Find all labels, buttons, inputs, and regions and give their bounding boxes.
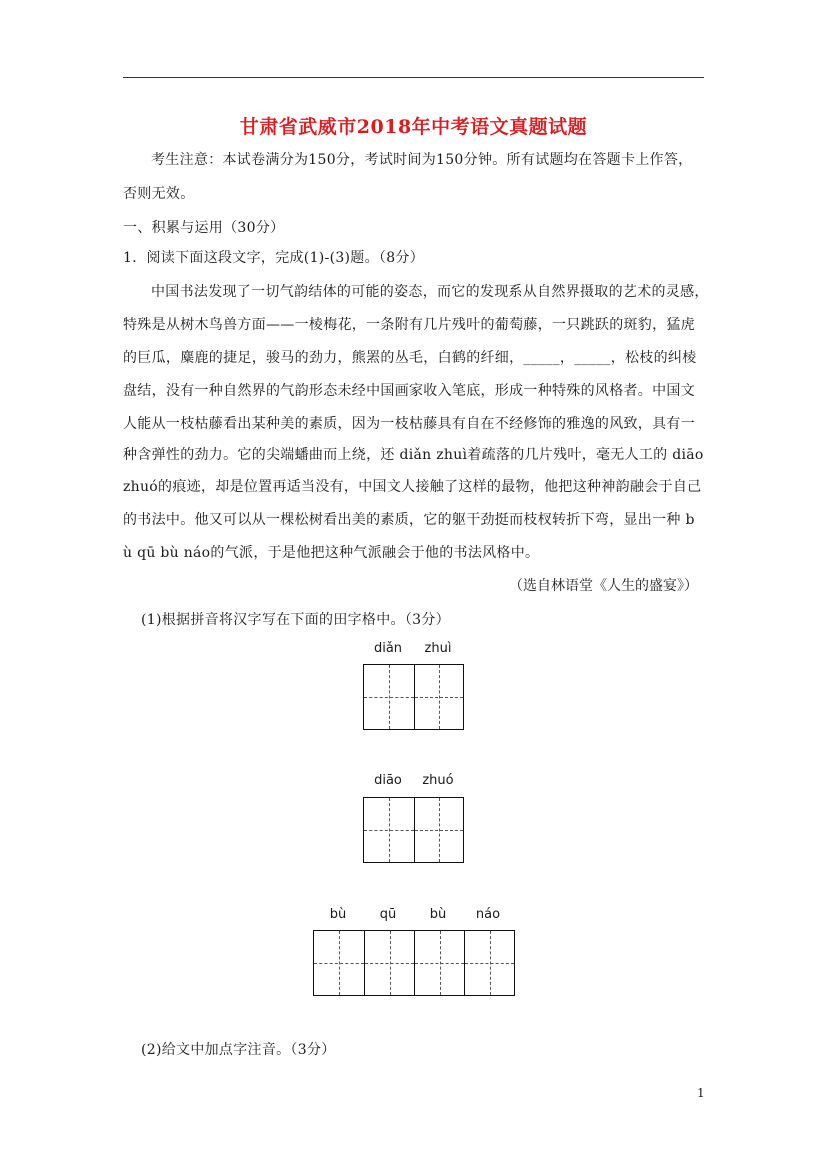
grid-cell[interactable] xyxy=(364,665,414,729)
passage-line: 的巨瓜，麋鹿的捷足，骏马的劲力，熊罴的丛毛，白鹤的纤细，_____，_____，松枝的纠棱 xyxy=(123,350,697,366)
grid-cell[interactable] xyxy=(314,931,364,995)
page-number: 1 xyxy=(697,1086,705,1100)
passage-line: 人能从一枝枯藤看出某种美的素质，因为一枝枯藤具有自在不经修饰的雅逸的风致，具有一 xyxy=(123,416,695,432)
grid-cell[interactable] xyxy=(414,665,464,729)
passage-line: 特殊是从树木鸟兽方面——一棱梅花，一条附有几片残叶的葡萄藤，一只跳跃的斑豹，猛虎 xyxy=(123,317,695,333)
pinyin-label: diāo xyxy=(374,773,402,788)
notice-line-1: 考生注意：本试卷满分为150分，考试时间为150分钟。所有试题均在答题卡上作答， xyxy=(151,152,693,168)
subquestion-1: (1)根据拼音将汉字写在下面的田字格中。（3分） xyxy=(141,612,450,628)
section-heading: 一、积累与运用（30分） xyxy=(123,220,285,236)
pinyin-label: qū xyxy=(379,907,397,922)
pinyin-label: diǎn xyxy=(373,641,403,656)
document-title: 甘肃省武威市2018年中考语文真题试题 xyxy=(239,116,588,138)
grid-cell[interactable] xyxy=(364,931,414,995)
passage-line: 盘结，没有一种自然界的气韵形态未经中国画家收入笔底，形成一种特殊的风格者。中国文 xyxy=(123,383,695,399)
passage-line: ù qū bù náo的气派，于是他把这种气派融会于他的书法风格中。 xyxy=(123,545,540,561)
pinyin-label: zhuì xyxy=(424,641,452,656)
question-1-heading: 1．阅读下面这段文字，完成(1)-(3)题。（8分） xyxy=(123,250,425,266)
passage-source: （选自林语堂《人生的盛宴》） xyxy=(509,578,698,594)
tianzige-grid-2[interactable] xyxy=(363,797,464,863)
grid-cell[interactable] xyxy=(464,931,514,995)
header-rule xyxy=(123,77,704,78)
grid-cell[interactable] xyxy=(414,798,464,862)
passage-line: 种含弹性的劲力。它的尖端蟠曲而上绕，还 diǎn zhuì着疏落的几片残叶，毫无人工的 diāo xyxy=(123,447,704,463)
passage-line: 中国书法发现了一切气韵结体的可能的姿态，而它的发现系从自然界摄取的艺术的灵感， xyxy=(151,284,709,300)
grid-cell[interactable] xyxy=(364,798,414,862)
passage-line: 的书法中。他又可以从一棵松树看出美的素质，它的躯干劲挺而枝杈转折下弯，显出一种 b xyxy=(123,512,695,528)
subquestion-2: (2)给文中加点字注音。（3分） xyxy=(141,1042,336,1058)
pinyin-label: náo xyxy=(475,907,501,922)
pinyin-label: bù xyxy=(329,907,347,922)
passage-line: zhuó的痕迹，却是位置再适当没有，中国文人接触了这样的最物，他把这种神韵融会于自己 xyxy=(123,479,702,495)
notice-line-2: 否则无效。 xyxy=(123,186,195,202)
pinyin-label: bù xyxy=(429,907,447,922)
grid-cell[interactable] xyxy=(414,931,464,995)
tianzige-grid-1[interactable] xyxy=(363,664,464,730)
tianzige-grid-3[interactable] xyxy=(313,930,515,996)
pinyin-label: zhuó xyxy=(422,773,454,788)
